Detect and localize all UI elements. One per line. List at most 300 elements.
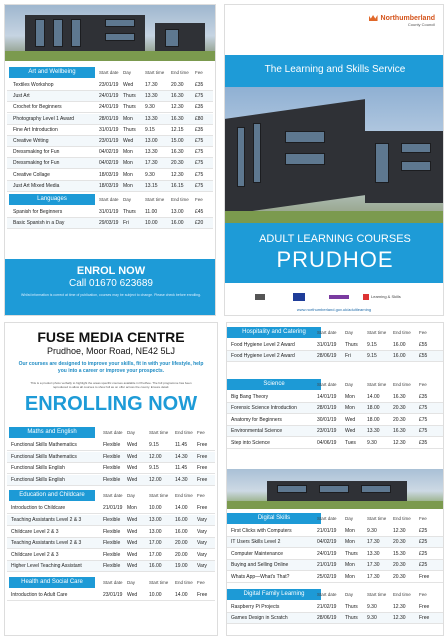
course-name: Anatomy for Beginners bbox=[231, 416, 282, 423]
course-start: 9.30 bbox=[367, 439, 377, 446]
course-fee: Free bbox=[197, 476, 208, 483]
course-start: 13.30 bbox=[145, 115, 158, 122]
course-date: 31/01/19 bbox=[317, 342, 337, 348]
course-end: 20.00 bbox=[175, 540, 188, 547]
course-start: 9.30 bbox=[367, 604, 377, 610]
service-title: The Learning and Skills Service bbox=[264, 64, 406, 75]
table-row bbox=[7, 181, 213, 192]
course-end: 16.30 bbox=[393, 428, 406, 435]
column-header: End time bbox=[393, 382, 411, 387]
course-end: 15.00 bbox=[171, 138, 184, 144]
enrol-panel bbox=[5, 259, 216, 316]
column-header: End time bbox=[171, 70, 189, 75]
courses-banner bbox=[225, 223, 444, 283]
course-fee: Free bbox=[197, 505, 208, 512]
course-date: 31/01/19 bbox=[99, 209, 119, 215]
course-start: 9.30 bbox=[367, 615, 377, 622]
enrolling-title: ENROLLING NOW bbox=[24, 393, 198, 415]
venue-title: FUSE MEDIA CENTRE bbox=[37, 329, 185, 345]
small-print: This is a product photo verbally to highlight the areas specific courses available in Prudhoe. The full programme has been reproduced to allow all courses to show full as on offer across the county. Ensure detail. bbox=[30, 381, 192, 389]
course-fee: £75 bbox=[195, 182, 204, 189]
course-date: 28/01/19 bbox=[99, 115, 119, 122]
course-day: Thurs bbox=[123, 209, 136, 215]
section-header-science: Science bbox=[227, 379, 321, 390]
course-name: Photography Level 1 Award bbox=[13, 115, 75, 122]
course-name: Step into Science bbox=[231, 439, 270, 446]
course-fee: £25 bbox=[419, 562, 428, 569]
course-start: 13.00 bbox=[149, 517, 162, 523]
course-fee: £20 bbox=[195, 220, 204, 227]
table-row bbox=[227, 572, 443, 583]
course-start: 9.15 bbox=[367, 353, 377, 360]
course-name: Functional Skills Mathematics bbox=[11, 442, 77, 448]
course-end: 16.00 bbox=[175, 528, 188, 535]
column-header: Start time bbox=[367, 516, 387, 521]
venue-address: Prudhoe, Moor Road, NE42 5LJ bbox=[46, 346, 176, 356]
table-row bbox=[7, 515, 215, 526]
partner-logos bbox=[255, 293, 425, 303]
course-date: 14/01/19 bbox=[317, 394, 337, 400]
course-name: Just Art bbox=[13, 93, 30, 100]
course-date: 21/01/19 bbox=[103, 505, 123, 512]
course-fee: £35 bbox=[419, 394, 428, 400]
course-start: 17.30 bbox=[145, 160, 158, 167]
course-fee: Vary bbox=[197, 551, 207, 558]
column-header: Fee bbox=[419, 516, 427, 521]
brochure-page-science-digital bbox=[226, 322, 444, 636]
course-day: Mon bbox=[123, 171, 133, 178]
course-name: Whats App—What's That? bbox=[231, 573, 290, 580]
column-header: Start date bbox=[317, 592, 337, 597]
course-date: 28/06/19 bbox=[317, 615, 337, 622]
org-subname: County Council bbox=[407, 22, 435, 27]
course-end: 20.30 bbox=[393, 405, 406, 412]
learning-skills-icon bbox=[363, 294, 369, 300]
course-day: Mon bbox=[345, 528, 355, 534]
column-header: Day bbox=[345, 592, 354, 597]
course-fee: £45 bbox=[195, 209, 204, 215]
course-day: Mon bbox=[123, 160, 133, 167]
service-banner bbox=[225, 55, 444, 87]
course-end: 12.30 bbox=[171, 171, 184, 178]
column-header: Start date bbox=[317, 382, 337, 387]
table-row bbox=[7, 170, 213, 181]
course-name: Fine Art Introduction bbox=[13, 126, 58, 133]
table-row bbox=[7, 475, 215, 486]
course-start: 10.00 bbox=[149, 505, 162, 512]
course-day: Wed bbox=[127, 563, 138, 570]
course-end: 20.30 bbox=[393, 573, 406, 580]
course-end: 16.30 bbox=[393, 394, 406, 400]
course-name: Buying and Selling Online bbox=[231, 562, 289, 569]
course-date: Flexible bbox=[103, 465, 121, 472]
course-date: 23/01/19 bbox=[317, 428, 337, 435]
course-name: Dressmaking for Fun bbox=[13, 160, 60, 167]
course-date: 04/02/19 bbox=[99, 160, 119, 167]
column-header: Start time bbox=[367, 382, 387, 387]
section-header-health-and-social-care: Health and Social Care bbox=[9, 577, 95, 588]
course-end: 12.30 bbox=[393, 604, 406, 610]
brochure-page-fuse-media bbox=[4, 322, 218, 636]
column-header: Start time bbox=[367, 330, 387, 335]
table-row bbox=[7, 463, 215, 474]
course-day: Wed bbox=[345, 416, 356, 423]
column-header: Day bbox=[345, 382, 354, 387]
column-header: Start time bbox=[149, 493, 169, 499]
course-day: Wed bbox=[127, 551, 138, 558]
course-fee: £35 bbox=[195, 82, 204, 88]
course-date: Flexible bbox=[103, 453, 121, 460]
course-fee: £75 bbox=[195, 160, 204, 167]
course-fee: Free bbox=[419, 604, 430, 610]
table-row bbox=[227, 415, 443, 426]
column-header: End time bbox=[393, 592, 411, 597]
course-name: Games Design in Scratch bbox=[231, 615, 288, 622]
table-row bbox=[227, 403, 443, 414]
course-name: Environmental Science bbox=[231, 428, 283, 435]
course-end: 16.00 bbox=[393, 353, 406, 360]
course-name: Big Bang Theory bbox=[231, 394, 269, 400]
course-end: 14.30 bbox=[175, 476, 188, 483]
course-date: 04/06/19 bbox=[317, 439, 337, 446]
column-header: Day bbox=[345, 330, 354, 335]
course-day: Thurs bbox=[345, 604, 358, 610]
course-date: Flexible bbox=[103, 540, 121, 547]
footer-url[interactable]: www.northumberland.gov.uk/adultlearning bbox=[296, 307, 372, 312]
enrol-small-print: Whilst information is correct at time of publication, courses may be subject to change. Please check before enrolling. bbox=[21, 293, 201, 297]
table-row bbox=[7, 538, 215, 549]
course-start: 9.30 bbox=[145, 171, 155, 178]
table-row bbox=[7, 550, 215, 561]
course-date: 30/01/19 bbox=[317, 416, 337, 423]
course-day: Thurs bbox=[123, 126, 136, 133]
course-fee: Free bbox=[419, 573, 430, 580]
course-name: Higher Level Teaching Assistant bbox=[11, 563, 82, 570]
table-row bbox=[227, 438, 443, 449]
course-fee: £75 bbox=[419, 428, 428, 435]
course-date: 04/02/19 bbox=[317, 539, 337, 546]
course-fee: Free bbox=[419, 615, 430, 622]
course-day: Wed bbox=[345, 428, 356, 435]
course-end: 12.30 bbox=[171, 104, 184, 111]
course-fee: Vary bbox=[197, 540, 207, 547]
column-header: Fee bbox=[197, 580, 205, 585]
table-row bbox=[7, 91, 213, 102]
course-end: 16.00 bbox=[175, 517, 188, 523]
course-date: Flexible bbox=[103, 517, 121, 523]
column-header: Fee bbox=[197, 430, 205, 435]
course-day: Fri bbox=[345, 353, 351, 360]
course-date: 31/01/19 bbox=[99, 126, 119, 133]
course-day: Wed bbox=[127, 442, 138, 448]
course-day: Wed bbox=[127, 592, 138, 598]
course-fee: Vary bbox=[197, 528, 207, 535]
table-row bbox=[7, 561, 215, 572]
course-fee: £75 bbox=[195, 138, 204, 144]
column-header: Fee bbox=[419, 382, 427, 387]
course-start: 9.15 bbox=[149, 465, 159, 472]
course-start: 17.00 bbox=[149, 551, 162, 558]
course-date: 18/03/19 bbox=[99, 182, 119, 189]
table-row bbox=[227, 537, 443, 548]
brochure-page-art-languages bbox=[4, 4, 216, 316]
course-name: Computer Maintenance bbox=[231, 550, 283, 557]
course-fee: £35 bbox=[195, 126, 204, 133]
intro-text: Our courses are designed to improve your skills, fit in with your lifestyle, help you into a career or improve your prospects. bbox=[18, 361, 204, 374]
table-row bbox=[227, 426, 443, 437]
course-day: Mon bbox=[123, 182, 133, 189]
course-start: 17.30 bbox=[367, 562, 380, 569]
section-header-hospitality-and-catering: Hospitality and Catering bbox=[227, 327, 321, 338]
course-name: Forensic Science Introduction bbox=[231, 405, 297, 412]
table-row bbox=[227, 526, 443, 537]
course-start: 11.00 bbox=[145, 209, 158, 215]
course-day: Thurs bbox=[345, 550, 358, 557]
course-start: 17.30 bbox=[367, 573, 380, 580]
table-row bbox=[7, 114, 213, 125]
course-end: 20.00 bbox=[175, 551, 188, 558]
course-name: Functional Skills English bbox=[11, 476, 65, 483]
course-start: 9.15 bbox=[145, 126, 155, 133]
course-fee: £75 bbox=[419, 416, 428, 423]
course-start: 13.00 bbox=[145, 138, 158, 144]
course-date: 29/03/19 bbox=[99, 220, 119, 227]
course-day: Mon bbox=[123, 149, 133, 156]
course-name: Teaching Assistants Level 2 & 3 bbox=[11, 540, 82, 547]
column-header: End time bbox=[175, 493, 193, 499]
table-row bbox=[7, 136, 213, 147]
course-fee: Free bbox=[197, 465, 208, 472]
course-day: Wed bbox=[127, 517, 138, 523]
course-fee: £25 bbox=[419, 550, 428, 557]
section-header-maths-and-english: Maths and English bbox=[9, 427, 95, 438]
course-start: 13.30 bbox=[145, 149, 158, 156]
course-start: 9.15 bbox=[149, 442, 159, 448]
section-header-languages: Languages bbox=[9, 194, 95, 205]
column-header: End time bbox=[171, 197, 189, 202]
column-header: Fee bbox=[195, 197, 203, 202]
table-row bbox=[7, 80, 213, 91]
course-day: Mon bbox=[345, 539, 355, 546]
course-end: 20.30 bbox=[393, 416, 406, 423]
course-end: 14.00 bbox=[175, 505, 188, 512]
course-date: 21/01/19 bbox=[317, 562, 337, 569]
building-photo bbox=[227, 469, 444, 509]
column-header: Start date bbox=[317, 330, 337, 335]
location-title: PRUDHOE bbox=[276, 247, 394, 272]
course-fee: £25 bbox=[419, 528, 428, 534]
column-header: End time bbox=[393, 330, 411, 335]
course-fee: Free bbox=[197, 592, 208, 598]
course-start: 17.30 bbox=[145, 82, 158, 88]
table-row bbox=[227, 560, 443, 571]
table-row bbox=[7, 158, 213, 169]
column-header: Day bbox=[127, 580, 136, 585]
course-start: 10.00 bbox=[149, 592, 162, 598]
course-name: Creative Collage bbox=[13, 171, 50, 178]
course-fee: Free bbox=[197, 442, 208, 448]
course-name: Crochet for Beginners bbox=[13, 104, 62, 111]
table-row bbox=[7, 440, 215, 451]
course-fee: Free bbox=[197, 453, 208, 460]
course-end: 14.30 bbox=[175, 453, 188, 460]
course-end: 20.30 bbox=[171, 160, 184, 167]
course-end: 16.30 bbox=[171, 149, 184, 156]
course-date: 23/01/19 bbox=[99, 82, 119, 88]
column-header: Day bbox=[123, 197, 132, 202]
course-date: Flexible bbox=[103, 551, 121, 558]
course-day: Mon bbox=[345, 562, 355, 569]
column-header: Start date bbox=[103, 580, 123, 585]
column-header: Start time bbox=[149, 430, 169, 435]
course-name: Textiles Workshop bbox=[13, 82, 54, 88]
table-row bbox=[227, 392, 443, 403]
course-name: Basic Spanish in a Day bbox=[13, 220, 65, 227]
course-name: Childcare Level 2 & 3 bbox=[11, 551, 59, 558]
course-date: 18/03/19 bbox=[99, 171, 119, 178]
column-header: Start date bbox=[103, 493, 123, 499]
course-end: 12.30 bbox=[393, 439, 406, 446]
course-start: 9.15 bbox=[367, 342, 377, 348]
course-day: Mon bbox=[345, 405, 355, 412]
course-start: 12.00 bbox=[149, 476, 162, 483]
course-name: First Clicks with Computers bbox=[231, 528, 292, 534]
table-row bbox=[7, 218, 213, 229]
table-row bbox=[227, 340, 443, 351]
table-row bbox=[7, 147, 213, 158]
course-start: 16.00 bbox=[149, 563, 162, 570]
course-day: Thurs bbox=[123, 104, 136, 111]
course-end: 12.15 bbox=[171, 126, 184, 133]
course-start: 17.00 bbox=[149, 540, 162, 547]
column-header: Start time bbox=[149, 580, 169, 585]
course-date: 24/01/19 bbox=[317, 550, 337, 557]
column-header: Start date bbox=[99, 197, 119, 202]
course-fee: £80 bbox=[195, 115, 204, 122]
course-name: Introduction to Adult Care bbox=[11, 592, 68, 598]
course-start: 13.30 bbox=[145, 93, 158, 100]
table-row bbox=[227, 602, 443, 613]
courses-title: ADULT LEARNING COURSES bbox=[259, 233, 411, 245]
course-name: Functional Skills Mathematics bbox=[11, 453, 77, 460]
course-date: Flexible bbox=[103, 563, 121, 570]
course-fee: Vary bbox=[197, 563, 207, 570]
course-day: Wed bbox=[127, 528, 138, 535]
column-header: Day bbox=[345, 516, 354, 521]
course-start: 18.00 bbox=[367, 416, 380, 423]
course-start: 9.30 bbox=[367, 528, 377, 534]
course-name: Creative Writing bbox=[13, 138, 49, 144]
course-day: Wed bbox=[123, 138, 134, 144]
building-photo bbox=[5, 5, 216, 61]
crest-icon bbox=[255, 294, 265, 300]
course-fee: Vary bbox=[197, 517, 207, 523]
course-start: 13.00 bbox=[149, 528, 162, 535]
course-name: Dressmaking for Fun bbox=[13, 149, 60, 156]
course-end: 19.00 bbox=[175, 563, 188, 570]
course-day: Wed bbox=[127, 476, 138, 483]
course-end: 16.00 bbox=[393, 342, 406, 348]
course-fee: £35 bbox=[195, 104, 204, 111]
course-name: Just Art Mixed Media bbox=[13, 182, 60, 189]
partner-label: Learning & Skills bbox=[371, 294, 401, 299]
course-name: Raspberry Pi Projects bbox=[231, 604, 280, 610]
partner-logo-icon bbox=[329, 295, 349, 299]
course-start: 13.30 bbox=[367, 428, 380, 435]
course-fee: £55 bbox=[419, 342, 428, 348]
enrol-title: ENROL NOW bbox=[76, 265, 146, 277]
section-header-education-and-childcare: Education and Childcare bbox=[9, 490, 95, 501]
course-date: 04/02/19 bbox=[99, 149, 119, 156]
course-end: 20.30 bbox=[393, 539, 406, 546]
course-start: 10.00 bbox=[145, 220, 158, 227]
column-header: Start date bbox=[99, 70, 119, 75]
table-row bbox=[7, 503, 215, 514]
course-name: Functional Skills English bbox=[11, 465, 65, 472]
column-header: Fee bbox=[419, 330, 427, 335]
section-header-digital-skills: Digital Skills bbox=[227, 513, 321, 524]
course-start: 18.00 bbox=[367, 405, 380, 412]
course-date: 24/01/19 bbox=[99, 104, 119, 111]
course-end: 13.00 bbox=[171, 209, 184, 215]
course-date: 28/01/19 bbox=[317, 405, 337, 412]
course-end: 11.45 bbox=[175, 465, 188, 472]
course-date: 24/01/19 bbox=[99, 93, 119, 100]
course-start: 13.15 bbox=[145, 182, 158, 189]
course-date: Flexible bbox=[103, 476, 121, 483]
course-day: Wed bbox=[127, 453, 138, 460]
column-header: Fee bbox=[419, 592, 427, 597]
course-day: Fri bbox=[123, 220, 129, 227]
course-date: 25/02/19 bbox=[317, 573, 337, 580]
course-fee: £25 bbox=[419, 539, 428, 546]
table-row bbox=[227, 613, 443, 624]
course-start: 12.00 bbox=[149, 453, 162, 460]
course-name: Childcare Level 2 & 3 bbox=[11, 528, 59, 535]
course-date: 21/01/19 bbox=[317, 528, 337, 534]
course-name: Spanish for Beginners bbox=[13, 209, 63, 215]
course-date: 28/06/19 bbox=[317, 353, 337, 360]
eu-flag-icon bbox=[293, 293, 305, 301]
table-row bbox=[7, 452, 215, 463]
section-header-digital-family-learning: Digital Family Learning bbox=[227, 589, 321, 600]
course-fee: £55 bbox=[419, 353, 428, 360]
column-header: Day bbox=[127, 493, 136, 499]
course-day: Wed bbox=[127, 540, 138, 547]
course-name: Introduction to Childcare bbox=[11, 505, 66, 512]
course-day: Thurs bbox=[345, 615, 358, 622]
course-day: Wed bbox=[123, 82, 134, 88]
section-header-art-and-wellbeing: Art and Wellbeing bbox=[9, 67, 95, 78]
column-header: Start time bbox=[145, 197, 165, 202]
course-name: Food Hygiene Level 2 Award bbox=[231, 353, 295, 360]
table-row bbox=[7, 527, 215, 538]
table-row bbox=[7, 125, 213, 136]
course-date: Flexible bbox=[103, 442, 121, 448]
course-start: 13.30 bbox=[367, 550, 380, 557]
course-end: 20.30 bbox=[393, 562, 406, 569]
building-photo bbox=[225, 87, 444, 223]
course-end: 11.45 bbox=[175, 442, 188, 448]
course-end: 12.30 bbox=[393, 528, 406, 534]
course-end: 16.30 bbox=[171, 93, 184, 100]
course-name: Teaching Assistants Level 2 & 3 bbox=[11, 517, 82, 523]
course-day: Mon bbox=[127, 505, 137, 512]
course-day: Mon bbox=[345, 573, 355, 580]
course-fee: £75 bbox=[195, 171, 204, 178]
table-row bbox=[7, 207, 213, 218]
column-header: Start date bbox=[103, 430, 123, 435]
